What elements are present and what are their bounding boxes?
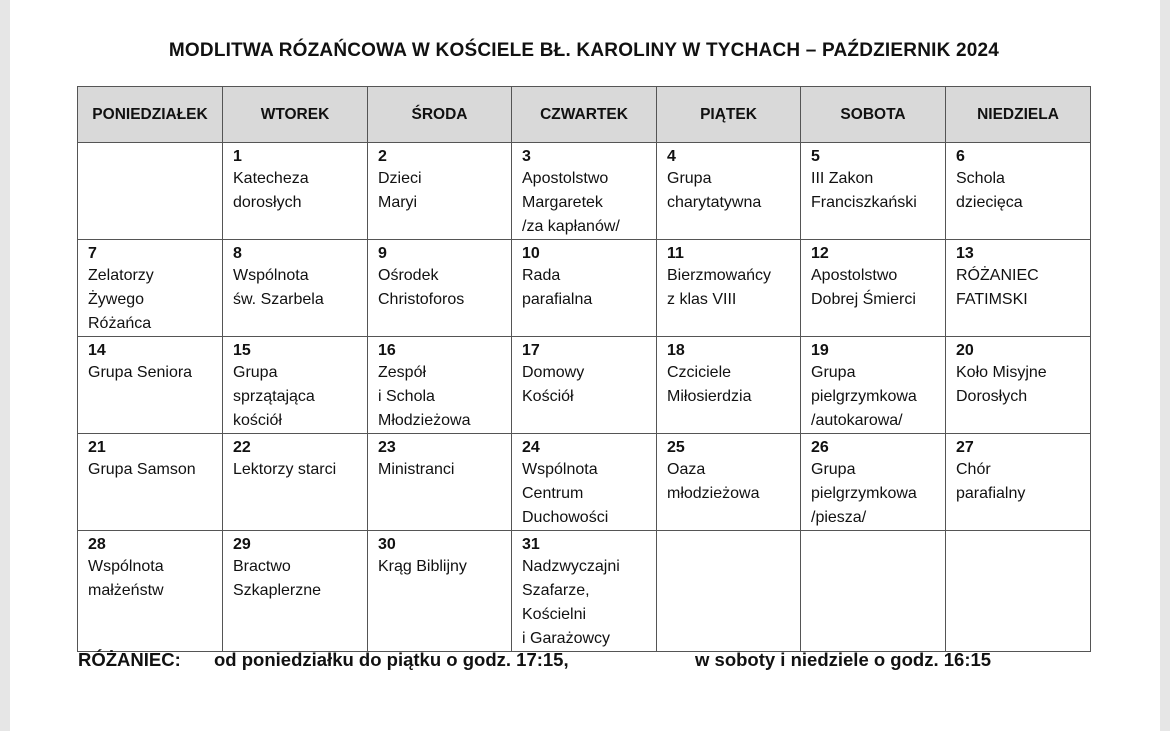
rosary-schedule-footer [78,649,991,671]
day-cell [657,240,801,337]
week-row [78,531,1091,652]
day-number: 11 [667,245,684,262]
day-event: III Zakon Franciszkański [811,170,917,211]
day-cell [223,143,368,240]
footer-weekend-time: w soboty i niedziele o godz. 16:15 [695,649,992,670]
day-cell [657,434,801,531]
day-cell [512,143,657,240]
day-number: 18 [667,342,685,359]
day-number: 24 [522,439,540,456]
day-cell [512,240,657,337]
day-number: 19 [811,342,829,359]
day-number: 13 [956,245,974,262]
day-cell [801,434,946,531]
day-number: 29 [233,536,251,553]
day-cell [946,531,1091,652]
day-cell [368,434,512,531]
day-number: 17 [522,342,540,359]
weekday-header: CZWARTEK [512,87,657,143]
day-number: 8 [233,245,242,262]
day-cell [801,531,946,652]
day-event: Ośrodek Christoforos [378,267,465,308]
day-cell [512,337,657,434]
day-event: Grupa Seniora [88,364,193,381]
day-cell [657,143,801,240]
rosary-calendar-table [77,86,1091,652]
day-cell [512,531,657,652]
day-number: 27 [956,439,974,456]
day-number: 12 [811,245,829,262]
footer-weekdays-time: od poniedziałku do piątku o godz. 17:15, [214,649,569,670]
day-cell [657,337,801,434]
footer-label: RÓŻANIEC: [78,649,181,670]
day-event: Apostolstwo Margaretek /za kapłanów/ [522,170,620,235]
day-number: 14 [88,342,106,359]
day-number: 23 [378,439,396,456]
day-cell [946,434,1091,531]
day-cell [512,434,657,531]
document-page [10,0,1160,731]
day-number: 7 [88,245,97,262]
day-cell [78,143,223,240]
day-event: Zelatorzy Żywego Różańca [88,267,154,332]
day-cell [801,143,946,240]
day-event: Grupa sprzątająca kościół [233,364,315,429]
day-event: Dzieci Maryi [378,170,422,211]
day-cell [223,337,368,434]
day-event: Chór parafialny [956,461,1026,502]
day-event: Oaza młodzieżowa [667,461,760,502]
day-event: Grupa pielgrzymkowa /autokarowa/ [811,364,917,429]
day-number: 2 [378,148,387,165]
day-event: Domowy Kościół [522,364,585,405]
day-number: 15 [233,342,251,359]
day-event: Zespół i Schola Młodzieżowa [378,364,471,429]
day-cell [368,240,512,337]
day-cell [223,434,368,531]
day-number: 6 [956,148,965,165]
day-event: Apostolstwo Dobrej Śmierci [811,267,916,308]
day-event: Koło Misyjne Dorosłych [956,364,1047,405]
day-cell [78,434,223,531]
day-event: Wspólnota Centrum Duchowości [522,461,609,526]
day-event: Grupa Samson [88,461,196,478]
day-cell [78,240,223,337]
page-title: MODLITWA RÓZAŃCOWA W KOŚCIELE BŁ. KAROLINY W TYCHACH – PAŹDZIERNIK 2024 [168,40,1000,61]
day-event: Nadzwyczajni Szafarze, Kościelni i Garażowcy [522,558,620,647]
day-cell [78,337,223,434]
day-cell [223,240,368,337]
day-number: 9 [378,245,387,262]
day-cell [946,337,1091,434]
day-number: 5 [811,148,820,165]
week-row [78,434,1091,531]
day-cell [368,531,512,652]
weekday-header: WTOREK [223,87,368,143]
day-event: Rada parafialna [522,267,593,308]
day-number: 4 [667,148,676,165]
day-cell [78,531,223,652]
day-cell [946,143,1091,240]
weekday-header: PONIEDZIAŁEK [78,87,223,143]
weekday-header-row [78,87,1091,143]
day-number: 10 [522,245,540,262]
day-event: Lektorzy starci [233,461,337,478]
day-number: 16 [378,342,396,359]
day-number: 1 [233,148,242,165]
day-event: Czciciele Miłosierdzia [667,364,752,405]
day-number: 21 [88,439,106,456]
day-number: 20 [956,342,974,359]
day-cell [946,240,1091,337]
day-event: Grupa pielgrzymkowa /piesza/ [811,461,917,526]
day-number: 31 [522,536,540,553]
week-row [78,143,1091,240]
day-cell [657,531,801,652]
day-cell [368,337,512,434]
weekday-header: SOBOTA [801,87,946,143]
day-cell [801,240,946,337]
day-event: Ministranci [378,461,455,478]
day-event: Katecheza dorosłych [233,170,309,211]
day-number: 26 [811,439,829,456]
day-event: Krąg Biblijny [378,558,467,575]
day-event: Wspólnota małżeństw [88,558,164,599]
day-cell [223,531,368,652]
day-number: 22 [233,439,251,456]
day-event: RÓŻANIEC FATIMSKI [956,267,1039,308]
week-row [78,240,1091,337]
day-number: 3 [522,148,531,165]
weekday-header: NIEDZIELA [946,87,1091,143]
day-event: Wspólnota św. Szarbela [233,267,324,308]
day-event: Bierzmowańcy z klas VIII [667,267,772,308]
day-event: Schola dziecięca [956,170,1023,211]
day-event: Grupa charytatywna [667,170,762,211]
day-cell [368,143,512,240]
week-row [78,337,1091,434]
weekday-header: ŚRODA [368,87,512,143]
day-number: 28 [88,536,106,553]
day-cell [801,337,946,434]
day-number: 30 [378,536,396,553]
weekday-header: PIĄTEK [657,87,801,143]
day-number: 25 [667,439,685,456]
day-event: Bractwo Szkaplerzne [233,558,322,599]
